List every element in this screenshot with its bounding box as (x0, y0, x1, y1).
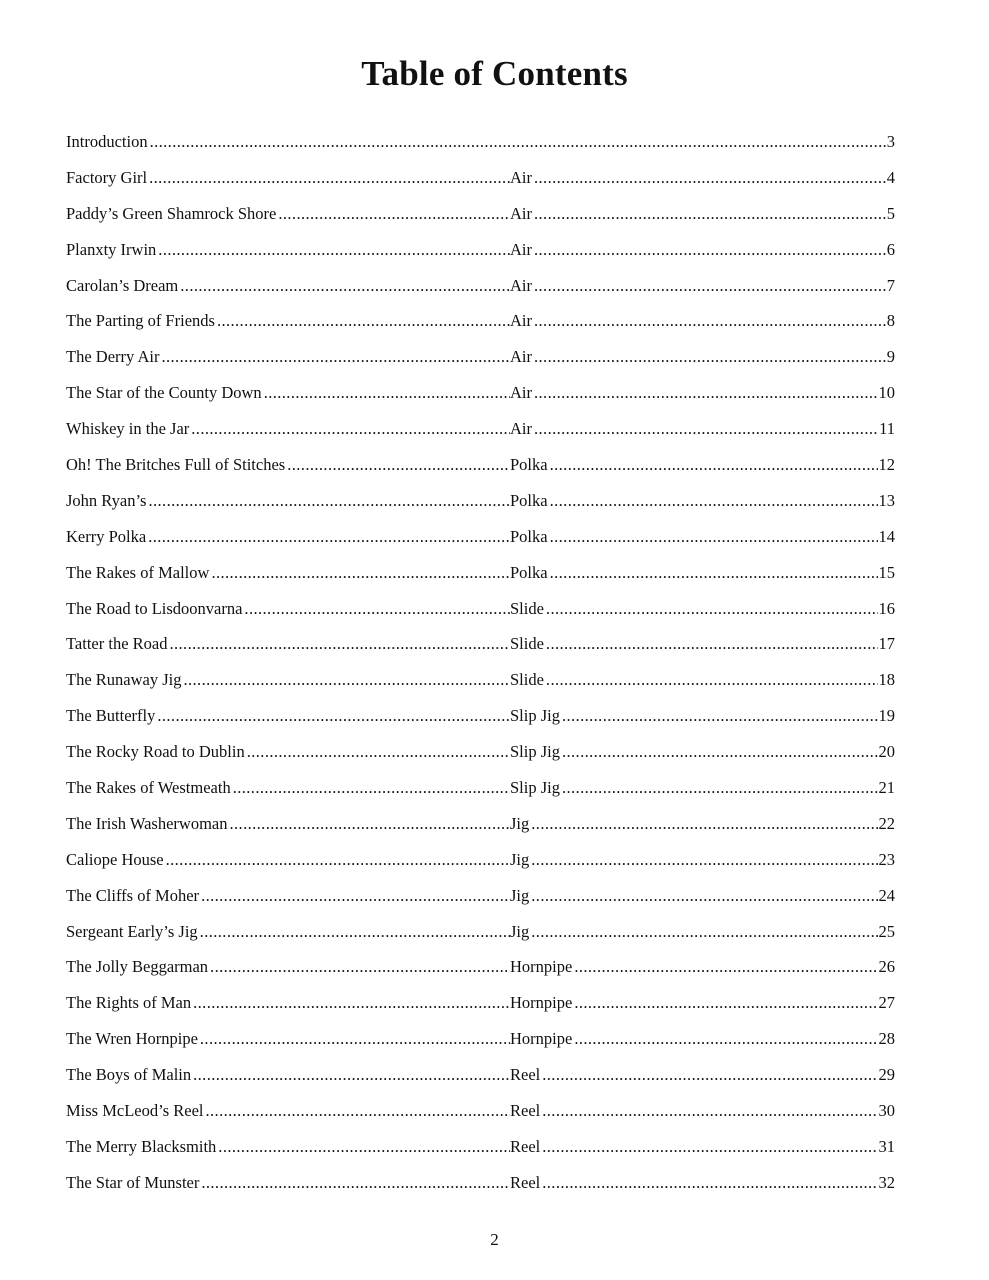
dot-leader (534, 268, 886, 304)
toc-title-cell (66, 519, 510, 555)
toc-entry-type: Slide (510, 598, 544, 618)
toc-entry-page: 7 (886, 275, 895, 295)
toc-entry-title: The Rights of Man (66, 993, 192, 1013)
toc-title-cell (66, 411, 510, 447)
dot-leader (166, 842, 510, 878)
dot-leader (550, 519, 878, 555)
toc-entry (66, 196, 895, 232)
dot-leader (233, 770, 510, 806)
dot-leader (574, 1021, 877, 1057)
toc-entry-title: Caliope House (66, 849, 164, 869)
dot-leader (562, 698, 878, 734)
dot-leader (201, 1165, 510, 1201)
dot-leader (287, 447, 510, 483)
dot-leader (193, 985, 510, 1021)
toc-title-cell (66, 483, 510, 519)
toc-entry-page: 3 (886, 132, 895, 151)
toc-title-cell (66, 662, 510, 698)
toc-entry-page: 22 (878, 813, 895, 833)
dot-leader (531, 914, 877, 950)
dot-leader (546, 626, 878, 662)
toc-entry (66, 519, 895, 555)
toc-entry-page: 31 (878, 1136, 895, 1156)
dot-leader (542, 1093, 877, 1129)
dot-leader (183, 662, 510, 698)
toc-entry-title: The Star of the County Down (66, 383, 262, 403)
dot-leader (574, 985, 877, 1021)
toc-entry-title: Carolan’s Dream (66, 275, 179, 295)
toc-entry (66, 1021, 895, 1057)
toc-entry-title: Sergeant Early’s Jig (66, 921, 198, 941)
toc-entry (66, 555, 895, 591)
table-of-contents (66, 124, 895, 1201)
toc-entry-page: 14 (878, 526, 895, 546)
dot-leader (546, 662, 878, 698)
toc-title-cell (66, 734, 510, 770)
toc-title-cell (66, 1057, 510, 1093)
dot-leader (550, 447, 878, 483)
toc-entry-page: 25 (878, 921, 895, 941)
toc-title-cell (66, 339, 510, 375)
toc-title-cell (66, 626, 510, 662)
dot-leader (534, 160, 886, 196)
toc-entry-title: John Ryan’s (66, 490, 147, 510)
toc-entry-type: Slip Jig (510, 742, 560, 762)
toc-entry-title: The Cliffs of Moher (66, 885, 200, 905)
toc-entry (66, 985, 895, 1021)
toc-entry-page: 20 (878, 742, 895, 762)
toc-entry-title: The Star of Munster (66, 1172, 200, 1192)
dot-leader (148, 519, 510, 555)
toc-entry (66, 160, 895, 196)
toc-entry (66, 806, 895, 842)
dot-leader (531, 842, 877, 878)
dot-leader (148, 483, 510, 519)
toc-entry-title: The Runaway Jig (66, 670, 182, 690)
toc-entry-page: 9 (886, 347, 895, 367)
toc-entry-title: Factory Girl (66, 167, 148, 187)
toc-entry-type: Slip Jig (510, 778, 560, 798)
dot-leader (264, 375, 510, 411)
dot-leader (200, 1021, 510, 1057)
toc-entry-page: 32 (878, 1172, 895, 1192)
dot-leader (534, 303, 886, 339)
toc-entry (66, 124, 895, 160)
dot-leader (247, 734, 510, 770)
toc-entry-type: Air (510, 275, 532, 295)
toc-entry-type: Polka (510, 490, 548, 510)
dot-leader (206, 1093, 511, 1129)
toc-entry-title: Planxty Irwin (66, 239, 157, 259)
toc-entry-title: The Derry Air (66, 347, 160, 367)
dot-leader (211, 555, 510, 591)
dot-leader (200, 914, 510, 950)
toc-entry-page: 12 (878, 455, 895, 475)
toc-entry-page: 28 (878, 1029, 895, 1049)
toc-entry (66, 770, 895, 806)
toc-entry-type: Polka (510, 562, 548, 582)
toc-title-cell (66, 770, 510, 806)
toc-entry-page: 15 (878, 562, 895, 582)
toc-title-cell (66, 1129, 510, 1165)
toc-entry-page: 29 (878, 1065, 895, 1085)
dot-leader (193, 1057, 510, 1093)
toc-title-cell (66, 914, 510, 950)
toc-entry-page: 6 (886, 239, 895, 259)
toc-entry-title: Tatter the Road (66, 634, 168, 654)
toc-entry-type: Air (510, 311, 532, 331)
toc-entry (66, 1129, 895, 1165)
toc-entry-title: The Wren Hornpipe (66, 1029, 198, 1049)
toc-title-cell (66, 806, 510, 842)
toc-title-cell (66, 196, 510, 232)
toc-entry (66, 734, 895, 770)
toc-entry-type: Hornpipe (510, 957, 573, 977)
toc-entry-type: Air (510, 383, 532, 403)
dot-leader (218, 1129, 510, 1165)
page-title: Table of Contents (361, 54, 628, 93)
toc-entry-page: 19 (878, 706, 895, 726)
toc-entry-title: The Merry Blacksmith (66, 1136, 217, 1156)
toc-entry-title: The Irish Washerwoman (66, 813, 228, 833)
toc-entry-type: Hornpipe (510, 993, 573, 1013)
toc-entry-page: 16 (878, 598, 895, 618)
dot-leader (550, 555, 878, 591)
dot-leader (149, 160, 510, 196)
dot-leader (542, 1165, 877, 1201)
toc-entry (66, 1093, 895, 1129)
dot-leader (161, 339, 510, 375)
dot-leader (210, 949, 510, 985)
toc-entry (66, 1057, 895, 1093)
toc-entry (66, 411, 895, 447)
dot-leader (201, 878, 510, 914)
dot-leader (157, 698, 510, 734)
dot-leader (534, 411, 878, 447)
toc-title-cell (66, 303, 510, 339)
dot-leader (180, 268, 510, 304)
toc-entry-type: Air (510, 167, 532, 187)
toc-entry-title: Oh! The Britches Full of Stitches (66, 455, 286, 475)
toc-entry-page: 24 (878, 885, 895, 905)
toc-entry (66, 626, 895, 662)
toc-entry (66, 914, 895, 950)
toc-title-cell (66, 160, 510, 196)
toc-entry-type: Slip Jig (510, 706, 560, 726)
dot-leader (542, 1057, 877, 1093)
toc-title-cell (66, 1021, 510, 1057)
toc-entry-title: Paddy’s Green Shamrock Shore (66, 203, 277, 223)
dot-leader (542, 1129, 877, 1165)
toc-title-cell (66, 375, 510, 411)
toc-entry-type: Jig (510, 813, 530, 833)
dot-leader (562, 734, 878, 770)
toc-title-cell (66, 1093, 510, 1129)
toc-entry-page: 8 (886, 311, 895, 331)
toc-entry (66, 483, 895, 519)
toc-entry (66, 339, 895, 375)
toc-entry-type: Polka (510, 455, 548, 475)
toc-title-cell (66, 268, 510, 304)
toc-entry-page: 18 (878, 670, 895, 690)
dot-leader (534, 375, 878, 411)
toc-entry-page: 10 (878, 383, 895, 403)
toc-entry-type: Air (510, 239, 532, 259)
dot-leader (191, 411, 510, 447)
toc-entry-type: Jig (510, 885, 530, 905)
page-number: 2 (490, 1230, 499, 1249)
toc-entry-title: Kerry Polka (66, 526, 147, 546)
toc-title-cell (66, 447, 510, 483)
toc-entry-page: 13 (878, 490, 895, 510)
toc-entry-title: The Jolly Beggarman (66, 957, 209, 977)
toc-title-cell (66, 555, 510, 591)
toc-entry-page: 11 (879, 419, 895, 439)
toc-entry-page: 4 (886, 167, 895, 187)
dot-leader (531, 878, 877, 914)
toc-entry-type: Jig (510, 849, 530, 869)
toc-entry-type: Air (510, 347, 532, 367)
toc-entry (66, 662, 895, 698)
dot-leader (550, 483, 878, 519)
dot-leader (150, 124, 886, 160)
toc-entry-type: Jig (510, 921, 530, 941)
dot-leader (574, 949, 877, 985)
toc-entry-type: Reel (510, 1172, 541, 1192)
toc-title-cell (66, 842, 510, 878)
toc-entry-title: The Rakes of Mallow (66, 562, 210, 582)
toc-title-cell (66, 591, 510, 627)
toc-entry (66, 303, 895, 339)
toc-entry-type: Reel (510, 1136, 541, 1156)
toc-entry-title: The Butterfly (66, 706, 156, 726)
toc-title-cell (66, 985, 510, 1021)
toc-entry-type: Reel (510, 1101, 541, 1121)
toc-entry (66, 878, 895, 914)
dot-leader (278, 196, 510, 232)
toc-entry-page: 17 (878, 634, 895, 654)
dot-leader (534, 232, 886, 268)
toc-entry-page: 23 (878, 849, 895, 869)
toc-title-cell (66, 698, 510, 734)
toc-entry (66, 591, 895, 627)
dot-leader (230, 806, 511, 842)
toc-entry-type: Reel (510, 1065, 541, 1085)
toc-entry-type: Air (510, 203, 532, 223)
dot-leader (217, 303, 510, 339)
toc-entry-type: Air (510, 419, 532, 439)
toc-title-cell (66, 878, 510, 914)
dot-leader (244, 591, 510, 627)
toc-entry-type: Polka (510, 526, 548, 546)
dot-leader (562, 770, 878, 806)
toc-entry-title: The Parting of Friends (66, 311, 215, 331)
toc-title-cell (66, 1165, 510, 1201)
toc-entry-page: 26 (878, 957, 895, 977)
dot-leader (534, 196, 886, 232)
toc-entry-title: The Boys of Malin (66, 1065, 192, 1085)
dot-leader (531, 806, 877, 842)
toc-entry (66, 1165, 895, 1201)
toc-entry-title: Introduction (66, 132, 148, 151)
toc-entry-page: 27 (878, 993, 895, 1013)
toc-entry-type: Slide (510, 634, 544, 654)
toc-title-cell (66, 232, 510, 268)
toc-entry (66, 447, 895, 483)
toc-entry-title: The Rakes of Westmeath (66, 778, 231, 798)
toc-entry (66, 268, 895, 304)
toc-entry (66, 375, 895, 411)
toc-entry (66, 949, 895, 985)
toc-entry (66, 698, 895, 734)
toc-entry-title: The Rocky Road to Dublin (66, 742, 245, 762)
toc-entry-title: The Road to Lisdoonvarna (66, 598, 243, 618)
toc-title-cell (66, 949, 510, 985)
toc-entry (66, 232, 895, 268)
toc-entry-title: Whiskey in the Jar (66, 419, 190, 439)
dot-leader (546, 591, 878, 627)
dot-leader (169, 626, 510, 662)
dot-leader (534, 339, 886, 375)
toc-entry (66, 842, 895, 878)
dot-leader (158, 232, 510, 268)
toc-entry-page: 5 (886, 203, 895, 223)
toc-entry-page: 30 (878, 1101, 895, 1121)
toc-entry-type: Slide (510, 670, 544, 690)
toc-entry-title: Miss McLeod’s Reel (66, 1101, 204, 1121)
toc-entry-type: Hornpipe (510, 1029, 573, 1049)
toc-entry-page: 21 (878, 778, 895, 798)
